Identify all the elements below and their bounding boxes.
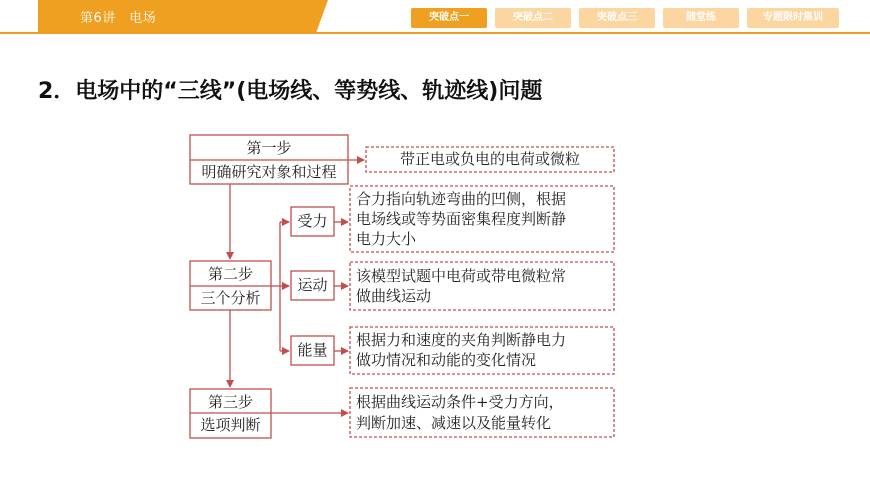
- section-heading: 2．电场中的“三线”(电场线、等势线、轨迹线)问题: [38, 79, 543, 104]
- force-note-line-1: 合力指向轨迹弯曲的凹侧，根据: [356, 190, 567, 208]
- motion-note-line-2: 做曲线运动: [356, 287, 432, 305]
- step1-note: 带正电或负电的电荷或微粒: [399, 150, 580, 168]
- step2-title: 第二步: [207, 265, 253, 283]
- step1-title: 第一步: [246, 139, 292, 157]
- step3-title: 第三步: [207, 393, 253, 411]
- motion-note-line-1: 该模型试题中电荷或带电微粒常: [356, 267, 567, 285]
- force-label: 受力: [297, 212, 328, 230]
- chapter-title: 第6讲 电场: [80, 11, 157, 26]
- tab-breakthrough-1[interactable]: 突破点一: [411, 8, 487, 28]
- energy-note-line-2: 做功情况和动能的变化情况: [356, 351, 537, 369]
- tab-timed-training[interactable]: 专题限时集训: [747, 8, 839, 28]
- energy-label: 能量: [297, 341, 328, 359]
- tab-breakthrough-3[interactable]: 突破点三: [579, 8, 655, 28]
- step2-subtitle: 三个分析: [200, 289, 261, 307]
- step3-note-line-2: 判断加速、减速以及能量转化: [356, 414, 552, 432]
- tab-breakthrough-2[interactable]: 突破点二: [495, 8, 571, 28]
- energy-note-line-1: 根据力和速度的夹角判断静电力: [356, 331, 567, 349]
- tab-in-class-practice[interactable]: 随堂练: [663, 8, 739, 28]
- step3-subtitle: 选项判断: [200, 416, 261, 434]
- step3-note-line-1: 根据曲线运动条件+受力方向，: [356, 393, 564, 411]
- force-note-line-2: 电场线或等势面密集程度判断静: [356, 210, 567, 228]
- force-note-line-3: 电力大小: [356, 230, 417, 248]
- motion-label: 运动: [297, 276, 328, 294]
- step1-subtitle: 明确研究对象和过程: [201, 163, 337, 181]
